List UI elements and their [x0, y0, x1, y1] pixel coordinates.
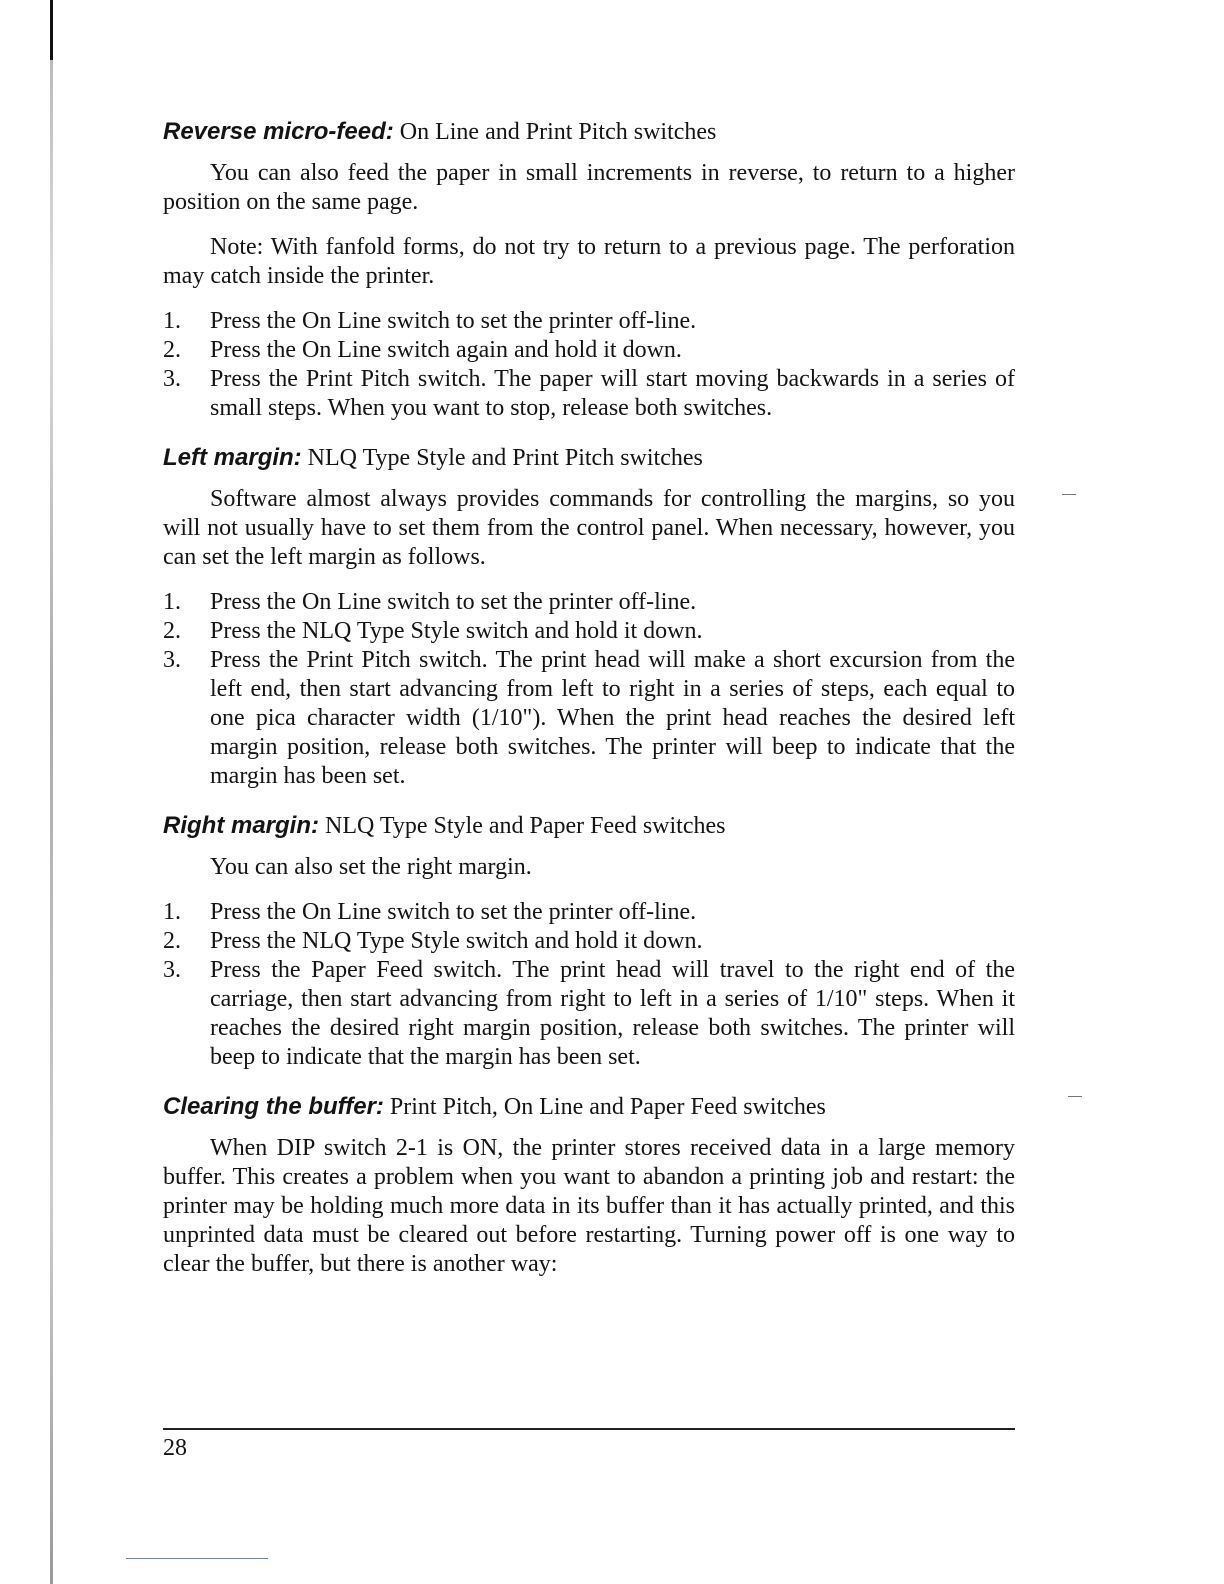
list-item: [163, 617, 1015, 646]
section-title: Reverse micro-feed:: [163, 118, 394, 145]
section-heading: [163, 1092, 1015, 1122]
paragraph: You can also feed the paper in small increments in reverse, to return to a higher position on the same page.: [163, 160, 1015, 215]
scan-binding-edge: [50, 0, 53, 1584]
section-subtitle: NLQ Type Style and Print Pitch switches: [307, 445, 703, 471]
step-number: 1.: [163, 899, 181, 925]
section-reverse-micro-feed: [163, 117, 1015, 423]
step-text: Press the On Line switch to set the printer off-line.: [210, 308, 697, 334]
step-text: Press the Print Pitch switch. The print head will make a short excursion from the left end, then start advancing from left to right in a series of steps, each equal to one pica character width (1/10"). When the print head reaches the desired left margin position, release both switches. The printer will beep to indicate that the margin has been set.: [210, 647, 1015, 789]
step-number: 1.: [163, 589, 181, 615]
step-number: 3.: [163, 647, 181, 673]
section-right-margin: [163, 811, 1015, 1072]
step-list: [163, 588, 1015, 791]
section-title: Right margin:: [163, 812, 319, 839]
step-number: 2.: [163, 928, 181, 954]
margin-mark: [1068, 1096, 1082, 1097]
list-item: [163, 365, 1015, 423]
paragraph: Software almost always provides commands for controlling the margins, so you will not usually have to set them from the control panel. When necessary, however, you can set the left margin as follows.: [163, 486, 1015, 570]
page-content: [163, 117, 1015, 1295]
step-number: 1.: [163, 308, 181, 334]
step-number: 3.: [163, 957, 181, 983]
step-text: Press the On Line switch to set the printer off-line.: [210, 899, 697, 925]
step-number: 3.: [163, 366, 181, 392]
step-text: Press the On Line switch to set the printer off-line.: [210, 589, 697, 615]
section-clearing-the-buffer: [163, 1092, 1015, 1279]
section-heading: [163, 811, 1015, 841]
margin-mark: [1062, 494, 1076, 495]
section-subtitle: Print Pitch, On Line and Paper Feed switches: [389, 1094, 826, 1120]
step-number: 2.: [163, 618, 181, 644]
list-item: [163, 588, 1015, 617]
step-text: Press the NLQ Type Style switch and hold it down.: [210, 618, 703, 644]
scan-artifact-line: [126, 1558, 268, 1559]
step-number: 2.: [163, 337, 181, 363]
list-item: [163, 336, 1015, 365]
list-item: [163, 956, 1015, 1072]
section-title: Clearing the buffer:: [163, 1093, 384, 1120]
step-list: [163, 898, 1015, 1072]
section-subtitle: On Line and Print Pitch switches: [399, 119, 717, 145]
list-item: [163, 307, 1015, 336]
step-text: Press the On Line switch again and hold it down.: [210, 337, 682, 363]
step-text: Press the Print Pitch switch. The paper will start moving backwards in a series of small steps. When you want to stop, release both switches.: [210, 366, 1015, 421]
list-item: [163, 927, 1015, 956]
section-heading: [163, 117, 1015, 147]
step-text: Press the Paper Feed switch. The print head will travel to the right end of the carriage, then start advancing from right to left in a series of 1/10" steps. When it reaches the desired right margin position, release both switches. The printer will beep to indicate that the margin has been set.: [210, 957, 1015, 1070]
section-left-margin: [163, 443, 1015, 791]
page-number: 28: [163, 1435, 187, 1461]
section-subtitle: NLQ Type Style and Paper Feed switches: [325, 813, 726, 839]
paragraph: You can also set the right margin.: [210, 854, 532, 880]
step-list: [163, 307, 1015, 423]
list-item: [163, 646, 1015, 791]
section-title: Left margin:: [163, 444, 302, 471]
list-item: [163, 898, 1015, 927]
paragraph: When DIP switch 2-1 is ON, the printer stores received data in a large memory buffer. This creates a problem when you want to abandon a printing job and restart: the printer may be holding much more data in its buffer than it has actually printed, and this unprinted data must be cleared out before restarting. Turning power off is one way to clear the buffer, but there is another way:: [163, 1135, 1015, 1277]
section-heading: [163, 443, 1015, 473]
paragraph: Note: With fanfold forms, do not try to return to a previous page. The perforation may catch inside the printer.: [163, 234, 1015, 289]
step-text: Press the NLQ Type Style switch and hold it down.: [210, 928, 703, 954]
footer-rule: [163, 1428, 1015, 1430]
